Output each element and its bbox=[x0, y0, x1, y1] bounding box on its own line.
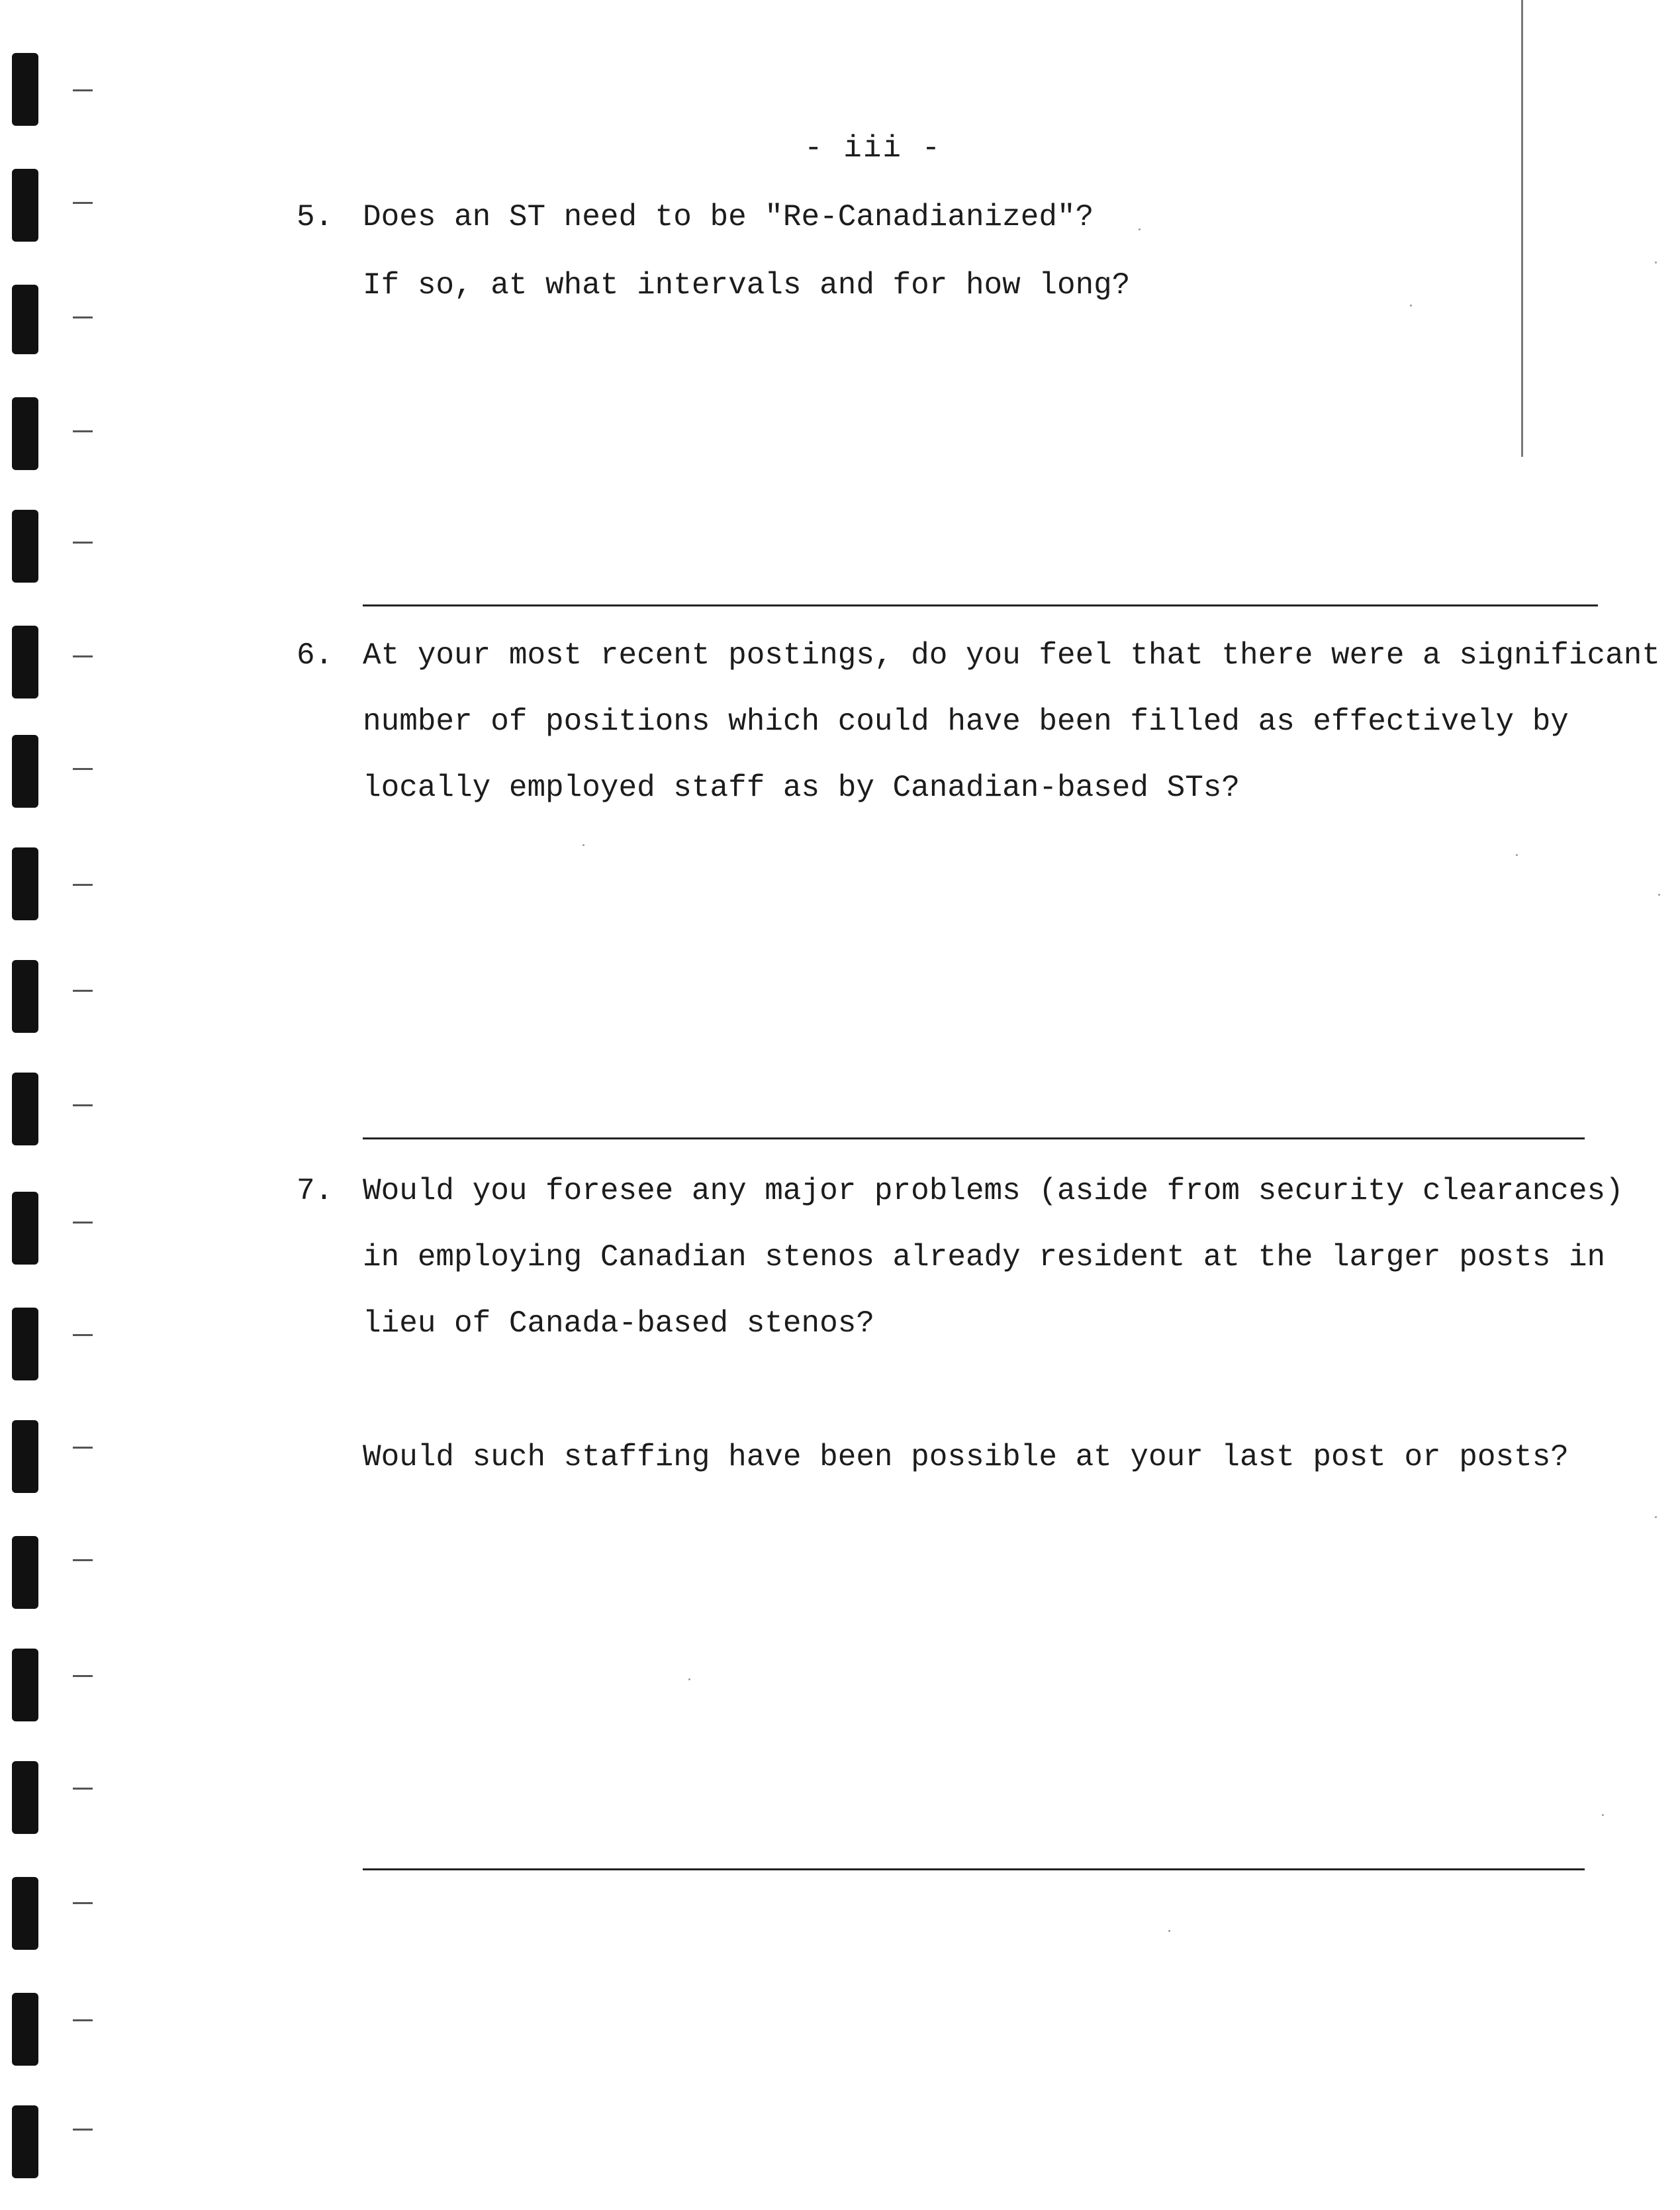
scan-speck bbox=[1655, 1516, 1657, 1518]
binder-mark bbox=[12, 1308, 38, 1380]
scan-speck bbox=[1602, 1814, 1604, 1816]
scan-speck bbox=[1139, 228, 1141, 230]
binder-mark bbox=[12, 847, 38, 920]
question-line: lieu of Canada-based stenos? bbox=[363, 1306, 874, 1341]
scan-speck bbox=[1655, 262, 1657, 264]
question-number: 7. bbox=[297, 1174, 334, 1208]
answer-divider bbox=[363, 1868, 1585, 1870]
binder-mark bbox=[12, 1877, 38, 1950]
binder-mark bbox=[12, 2105, 38, 2178]
binder-mark bbox=[12, 1993, 38, 2066]
scan-speck bbox=[1410, 305, 1412, 307]
binder-mark bbox=[12, 1649, 38, 1721]
scan-speck bbox=[1168, 1930, 1170, 1932]
question-line: If so, at what intervals and for how long? bbox=[363, 268, 1131, 303]
question-number: 6. bbox=[297, 638, 334, 673]
binder-mark bbox=[12, 735, 38, 808]
question-line: Does an ST need to be "Re-Canadianized"? bbox=[363, 200, 1094, 234]
binder-mark bbox=[12, 1420, 38, 1493]
binder-mark bbox=[12, 510, 38, 583]
question-line: number of positions which could have been filled as effectively by bbox=[363, 704, 1569, 739]
question-line: in employing Canadian stenos already resident at the larger posts in bbox=[363, 1240, 1606, 1274]
binder-mark bbox=[12, 1192, 38, 1265]
binder-mark bbox=[12, 53, 38, 126]
binder-mark bbox=[12, 626, 38, 698]
binder-mark bbox=[12, 960, 38, 1033]
binder-mark bbox=[12, 285, 38, 354]
answer-divider bbox=[363, 604, 1598, 606]
binder-mark bbox=[12, 1536, 38, 1609]
binder-mark bbox=[12, 397, 38, 470]
binder-mark bbox=[12, 1073, 38, 1145]
binder-mark bbox=[12, 169, 38, 242]
right-margin-rule bbox=[1521, 0, 1523, 457]
scan-speck bbox=[583, 844, 584, 846]
binder-mark bbox=[12, 1761, 38, 1834]
answer-divider bbox=[363, 1137, 1585, 1139]
page-number: - iii - bbox=[804, 131, 942, 166]
scan-speck bbox=[1658, 894, 1660, 896]
scan-speck bbox=[1516, 854, 1518, 856]
question-line: Would you foresee any major problems (aside from security clearances) bbox=[363, 1174, 1624, 1208]
question-number: 5. bbox=[297, 200, 334, 234]
question-line: At your most recent postings, do you feel that there were a significant bbox=[363, 638, 1660, 673]
question-line: locally employed staff as by Canadian-based STs? bbox=[363, 771, 1240, 805]
scan-speck bbox=[688, 1678, 690, 1680]
follow-up-question: Would such staffing have been possible at your last post or posts? bbox=[363, 1440, 1569, 1474]
